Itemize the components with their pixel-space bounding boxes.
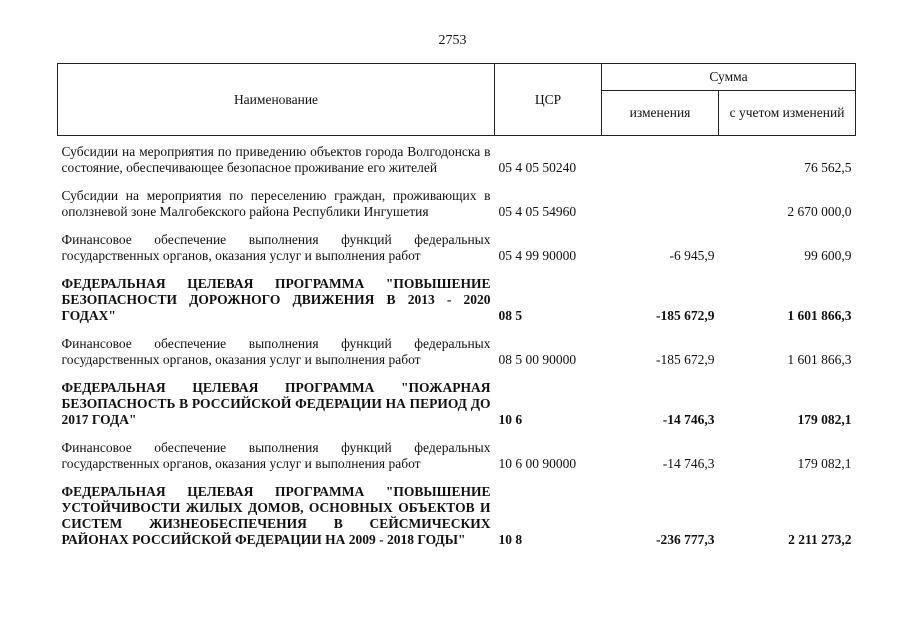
row-changes: -185 672,9 — [656, 352, 715, 367]
row-changes: -236 777,3 — [656, 532, 715, 547]
row-total: 1 601 866,3 — [787, 352, 852, 367]
header-sum: Сумма — [602, 64, 856, 91]
row-changes: -14 746,3 — [662, 412, 715, 427]
row-csr: 08 5 — [498, 308, 523, 323]
table-header — [58, 64, 856, 136]
table-row — [58, 179, 856, 223]
page-number: 2753 — [438, 33, 467, 48]
table-body — [58, 136, 856, 552]
row-csr: 05 4 05 50240 — [498, 160, 577, 175]
budget-table — [57, 63, 856, 551]
row-name: Финансовое обеспечение выполнения функций федеральных государственных органов, оказания услуг и выполнения работ — [61, 336, 491, 367]
row-total: 99 600,9 — [804, 248, 852, 263]
row-changes: -6 945,9 — [669, 248, 715, 263]
row-name: Финансовое обеспечение выполнения функций федеральных государственных органов, оказания услуг и выполнения работ — [61, 440, 491, 471]
row-total: 1 601 866,3 — [787, 308, 852, 323]
table-row — [58, 431, 856, 475]
row-csr: 10 6 00 90000 — [498, 456, 577, 471]
table-row — [58, 475, 856, 551]
table-row — [58, 327, 856, 371]
row-csr: 10 8 — [498, 532, 523, 547]
row-name: ФЕДЕРАЛЬНАЯ ЦЕЛЕВАЯ ПРОГРАММА "ПОЖАРНАЯ БЕЗОПАСНОСТЬ В РОССИЙСКОЙ ФЕДЕРАЦИИ НА ПЕРИОД ДО 2017 ГОДА" — [61, 380, 491, 427]
row-changes: -185 672,9 — [656, 308, 715, 323]
row-name: ФЕДЕРАЛЬНАЯ ЦЕЛЕВАЯ ПРОГРАММА "ПОВЫШЕНИЕ БЕЗОПАСНОСТИ ДОРОЖНОГО ДВИЖЕНИЯ В 2013 - 2020 ГОДАХ" — [61, 276, 491, 323]
header-name: Наименование — [58, 64, 495, 136]
row-total: 179 082,1 — [797, 412, 852, 427]
table-row — [58, 223, 856, 267]
row-total: 179 082,1 — [797, 456, 852, 471]
row-total: 2 211 273,2 — [788, 532, 852, 547]
row-total: 76 562,5 — [804, 160, 852, 175]
row-name: ФЕДЕРАЛЬНАЯ ЦЕЛЕВАЯ ПРОГРАММА "ПОВЫШЕНИЕ УСТОЙЧИВОСТИ ЖИЛЫХ ДОМОВ, ОСНОВНЫХ ОБЪЕКТОВ И СИСТЕМ ЖИЗНЕОБЕСПЕЧЕНИЯ В СЕЙСМИЧЕСКИХ РАЙОНАХ РОССИЙСКОЙ ФЕДЕРАЦИИ НА 2009 - 2018 ГОДЫ" — [61, 484, 491, 547]
row-total: 2 670 000,0 — [787, 204, 852, 219]
row-name: Финансовое обеспечение выполнения функций федеральных государственных органов, оказания услуг и выполнения работ — [61, 232, 491, 263]
table-row — [58, 267, 856, 327]
table-row — [58, 136, 856, 180]
header-csr: ЦСР — [495, 64, 602, 136]
header-changes: изменения — [602, 91, 719, 136]
row-csr: 10 6 — [498, 412, 523, 427]
row-changes — [602, 179, 719, 223]
header-with-changes: с учетом изменений — [719, 91, 856, 136]
table-row — [58, 371, 856, 431]
row-name: Субсидии на мероприятия по приведению объектов города Волгодонска в состояние, обеспечивающее безопасное проживание его жителей — [61, 144, 491, 175]
row-csr: 05 4 05 54960 — [498, 204, 577, 219]
row-name: Субсидии на мероприятия по переселению граждан, проживающих в оползневой зоне Малгобекского района Республики Ингушетия — [61, 188, 491, 219]
row-changes: -14 746,3 — [662, 456, 715, 471]
row-changes — [602, 136, 719, 180]
row-csr: 05 4 99 90000 — [498, 248, 577, 263]
row-csr: 08 5 00 90000 — [498, 352, 577, 367]
